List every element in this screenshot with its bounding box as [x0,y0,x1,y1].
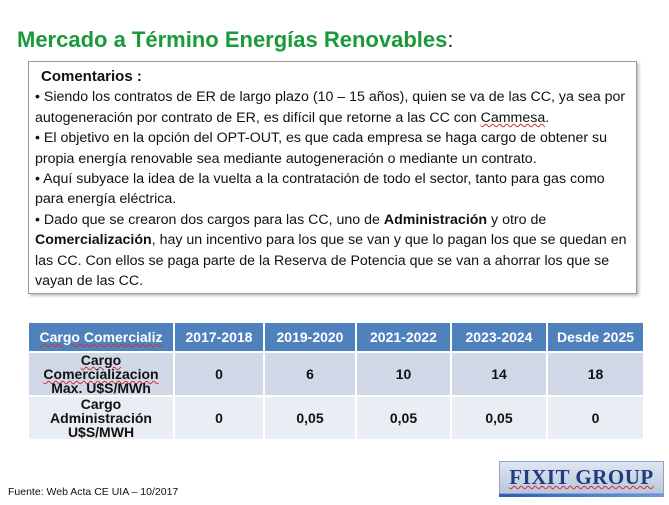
table-header-cell: 2021-2022 [356,323,451,352]
comments-heading: Comentarios : [41,68,142,85]
row-label [29,352,174,396]
table-cell: 0,05 [264,396,356,439]
table-header-cell: 2017-2018 [174,323,264,352]
table-cell: 0 [547,396,643,439]
table-header-cell: 2019-2020 [264,323,356,352]
logo-text: FIXIT GROUP [509,465,654,489]
comment-text: • Dado que se crearon dos cargos para las CC, uno de [35,211,384,228]
table-header-row [29,323,643,352]
comment-text: • El objetivo en la opción del OPT-OUT, es que cada empresa se haga cargo de obtener su propia energía renovable sea mediante autogeneración o mediante un contrato. [35,130,608,167]
page-title-colon: : [447,27,454,52]
comment-text: y otro de [487,211,547,228]
source-note: Fuente: Web Acta CE UIA – 10/2017 [8,486,179,498]
fixit-group-logo [499,461,664,494]
table-cell: 10 [356,352,451,396]
comment-bullet-2 [35,128,628,169]
comments-box [28,61,637,294]
table-cell: 0,05 [356,396,451,439]
row-label-line1: Cargo Comercializacion [43,352,159,382]
page-title-text: Mercado a Término Energías Renovables [17,27,448,52]
row-label-line1: Cargo Administración [50,396,152,426]
comment-text-comercializacion: Comercialización [35,232,152,249]
logo-underline [499,494,664,497]
row-label-line2: U$S/MWH [67,424,135,440]
comment-text-cammesa: Cammesa [480,109,546,126]
comment-text: . [545,109,550,126]
page-title [17,27,454,53]
table-cell: 0 [174,396,264,439]
row-label-line2: Max. U$S/MWh [51,380,151,396]
table-cell: 18 [547,352,643,396]
comment-text-administracion: Administración [383,211,488,228]
comment-text: , hay un incentivo para los que se van y que lo pagan los que se quedan en las CC. Con ellos se paga parte de la Reserva de Potencia que se van a ahorrar los que se vayan de las CC. [35,232,627,290]
comment-bullet-3 [35,169,628,210]
table-header-cell: Desde 2025 [547,323,643,352]
comment-bullet-1 [35,87,628,128]
table-header-cell [29,323,174,352]
table-cell: 0 [174,352,264,396]
comment-bullet-4 [35,210,628,292]
table-cell: 0,05 [451,396,547,439]
table-header-label: Cargo Comercializ [39,329,163,345]
table-header-cell: 2023-2024 [451,323,547,352]
table-row [29,352,643,396]
row-label [29,396,174,439]
table-cell: 6 [264,352,356,396]
comment-text: • Siendo los contratos de ER de largo plazo (10 – 15 años), quien se va de las CC, ya sea por autogeneración por contrato de ER, es difícil que retorne a las CC con [35,89,626,126]
table-cell: 14 [451,352,547,396]
charges-table [29,323,643,439]
table-row [29,396,643,439]
comment-text: • Aquí subyace la idea de la vuelta a la contratación de todo el sector, tanto para gas como para energía eléctrica. [35,171,605,208]
